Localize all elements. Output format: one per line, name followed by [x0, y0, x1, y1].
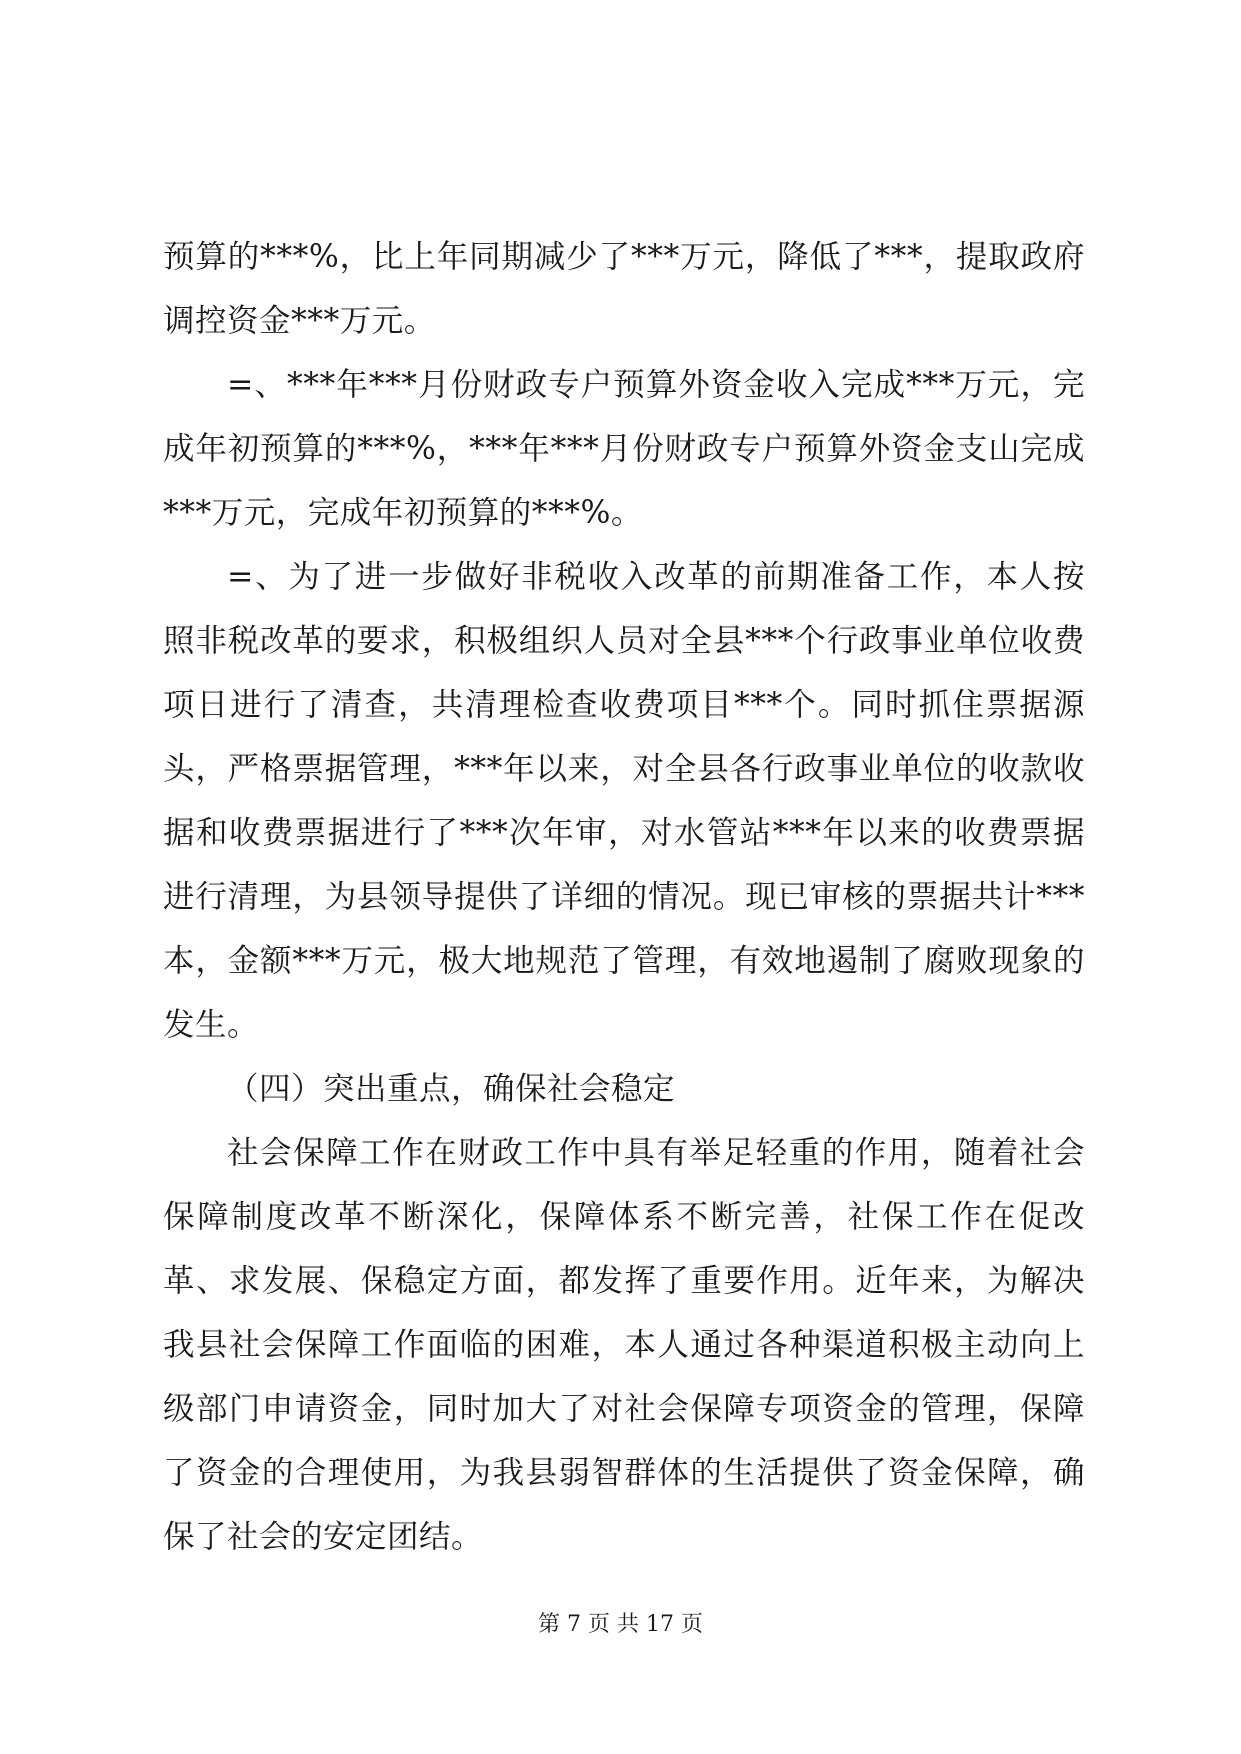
page-number-footer: 第 7 页 共 17 页: [538, 1612, 703, 1637]
document-body: [163, 225, 1085, 1569]
paragraph-extra-budget-funds: =、***年***月份财政专户预算外资金收入完成***万元，完成年初预算的***%，***年***月份财政专户预算外资金支山完成***万元，完成年初预算的***%。: [163, 367, 1085, 531]
paragraph-social-security: 社会保障工作在财政工作中具有举足轻重的作用，随着社会保障制度改革不断深化，保障体系不断完善，社保工作在促改革、求发展、保稳定方面，都发挥了重要作用。近年来，为解决我县社会保障工作面临的困难，本人通过各种渠道积极主动向上级部门申请资金，同时加大了对社会保障专项资金的管理，保障了资金的合理使用，为我县弱智群体的生活提供了资金保障，确保了社会的安定团结。: [163, 1135, 1085, 1555]
section-heading-social-stability: （四）突出重点，确保社会稳定: [227, 1071, 676, 1107]
paragraph-budget-summary: 预算的***%，比上年同期减少了***万元，降低了***，提取政府调控资金***万元。: [163, 239, 1085, 339]
paragraph-non-tax-reform: =、为了进一步做好非税收入改革的前期准备工作，本人按照非税改革的要求，积极组织人员对全县***个行政事业单位收费项日进行了清查，共清理检查收费项目***个。同时抓住票据源头，严格票据管理，***年以来，对全县各行政事业单位的收款收据和收费票据进行了***次年审，对水管站***年以来的收费票据进行清理，为县领导提供了详细的情况。现已审核的票据共计***本，金额***万元，极大地规范了管理，有效地遏制了腐败现象的发生。: [163, 559, 1085, 1043]
